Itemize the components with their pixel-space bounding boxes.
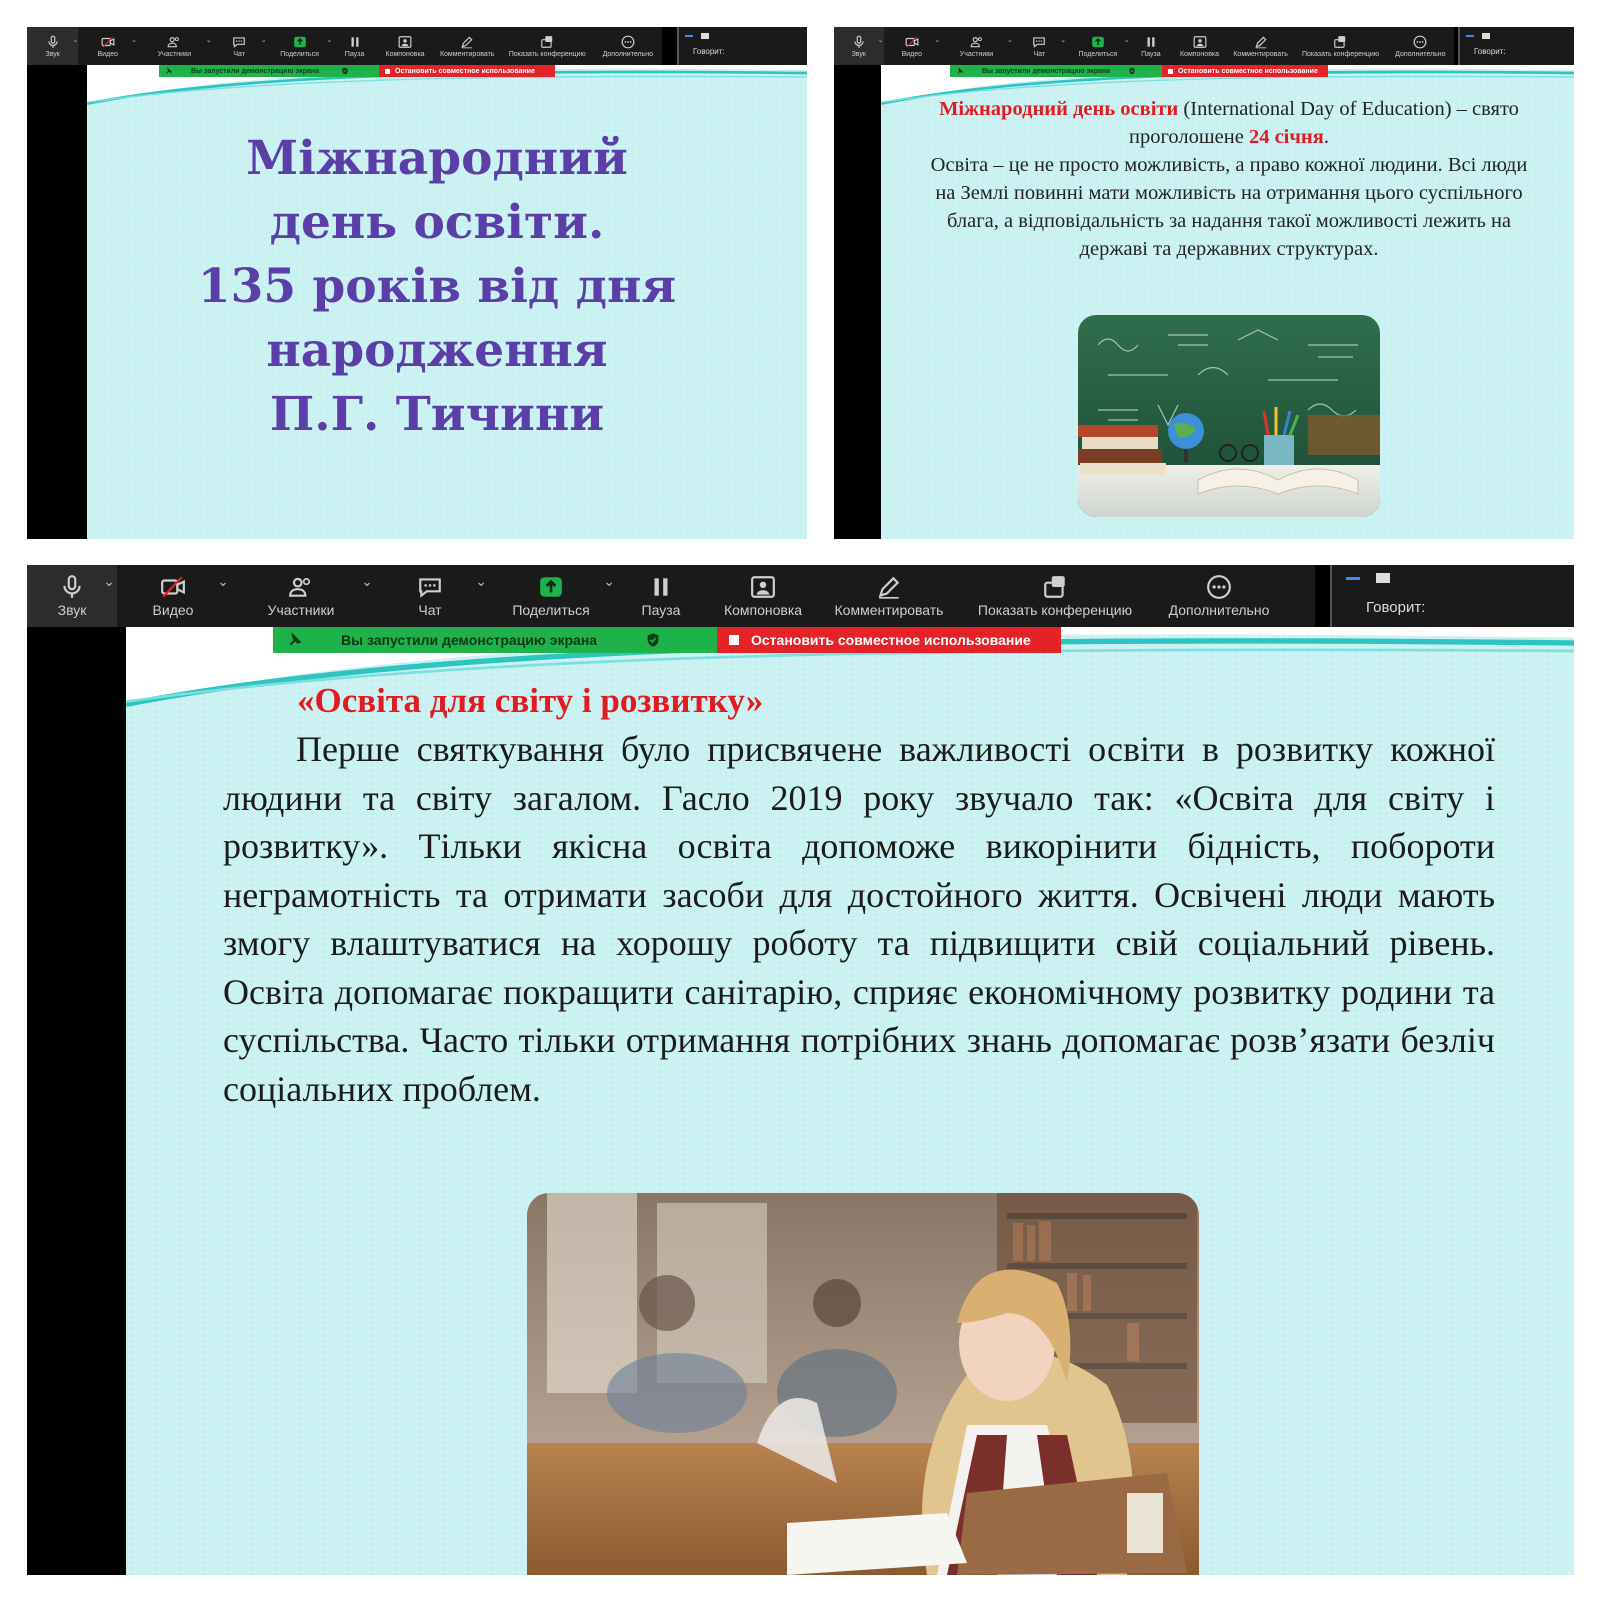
chat-button[interactable]: Чат ⌄ — [1013, 27, 1066, 65]
student-library-illustration — [527, 1193, 1199, 1575]
zoom-toolbar — [27, 565, 1315, 627]
window-icon[interactable] — [1376, 573, 1390, 583]
more-icon — [621, 35, 635, 49]
video-button[interactable]: Видео ⌄ — [884, 27, 941, 65]
layout-icon — [398, 35, 412, 49]
pause-icon — [348, 35, 362, 49]
shield-icon — [645, 632, 661, 648]
more-icon — [1413, 35, 1427, 49]
chat-button[interactable]: Чат ⌄ — [212, 27, 267, 65]
more-icon — [1206, 574, 1232, 600]
chevron-down-icon[interactable]: ⌄ — [260, 37, 267, 44]
chevron-down-icon[interactable]: ⌄ — [217, 573, 229, 589]
speaker-label: Говорит: — [693, 47, 725, 56]
participants-button[interactable]: Участники ⌄ — [940, 27, 1013, 65]
chevron-down-icon[interactable]: ⌄ — [361, 573, 373, 589]
share-banner — [159, 65, 555, 77]
layout-button[interactable]: Компоновка — [377, 27, 434, 65]
participants-icon — [970, 35, 984, 49]
chevron-down-icon[interactable]: ⌄ — [205, 37, 212, 44]
slide-paragraph: Перше святкування було присвячене важливості освіти в розвитку кожної людини та світу загалом. Гасло 2019 року звучало так: «Освіта для світу і розвитку». Тільки якісна освіта допоможе викорінити бідність, побороти неграмотність та отримати засоби для достойного життя. Освічені люди мають змогу влаштуватися на хорошу роботу та підвищити свій соціальний рівень. Освіта допомагає покращити санітарію, сприяє економічному розвитку родини та суспільства. Часто тільки отримання потрібних знань допомагає розв’язати безліч соціальних проблем. — [223, 729, 1495, 1109]
screenshot-panel-title-slide — [27, 27, 807, 539]
share-started-notice[interactable]: Вы запустили демонстрацию экрана — [159, 65, 379, 77]
annotate-pencil-icon — [876, 574, 902, 600]
show-meeting-icon — [1333, 35, 1347, 49]
chevron-down-icon[interactable]: ⌄ — [603, 573, 615, 589]
video-off-icon — [905, 35, 919, 49]
layout-icon — [1193, 35, 1207, 49]
video-off-icon — [101, 35, 115, 49]
speaker-label: Говорит: — [1474, 47, 1506, 56]
video-button[interactable]: Видео ⌄ — [78, 27, 137, 65]
pause-share-button[interactable]: Пауза — [1130, 27, 1172, 65]
stop-square-icon — [385, 69, 390, 74]
microphone-icon — [46, 35, 60, 49]
participants-button[interactable]: Участники ⌄ — [267, 573, 373, 618]
share-button[interactable]: Поделиться ⌄ — [512, 573, 615, 618]
stop-square-icon — [1168, 69, 1173, 74]
chat-icon — [1032, 35, 1046, 49]
speaker-panel — [1330, 565, 1574, 627]
share-started-notice[interactable]: Вы запустили демонстрацию экрана — [950, 65, 1162, 77]
more-button[interactable]: Дополнительно — [1387, 27, 1454, 65]
layout-icon — [750, 574, 776, 600]
microphone-icon — [59, 574, 85, 600]
chevron-down-icon[interactable]: ⌄ — [877, 37, 884, 44]
share-button[interactable]: Поделиться ⌄ — [1066, 27, 1130, 65]
student-photo — [527, 1193, 1199, 1575]
annotate-button[interactable]: Комментировать — [433, 27, 501, 65]
annotate-button[interactable]: Комментировать — [819, 565, 959, 627]
participants-button[interactable]: Участники ⌄ — [137, 27, 212, 65]
chat-icon — [232, 35, 246, 49]
pause-icon — [648, 574, 674, 600]
share-started-notice[interactable]: Вы запустили демонстрацию экрана — [273, 627, 717, 653]
pause-share-button[interactable]: Пауза — [332, 27, 376, 65]
show-meeting-icon — [1042, 574, 1068, 600]
stop-square-icon — [729, 635, 739, 645]
slide-title: Міжнародний день освіти. 135 років від дня народження П.Г. Тичини — [197, 131, 677, 442]
microphone-icon — [852, 35, 866, 49]
audio-button[interactable]: Звук ⌄ — [27, 565, 117, 627]
minimize-icon[interactable] — [1346, 577, 1360, 580]
chalkboard-books-illustration — [1078, 315, 1380, 517]
layout-button[interactable]: Компоновка — [707, 565, 819, 627]
education-photo — [1078, 315, 1380, 517]
video-button[interactable]: Видео ⌄ — [152, 573, 229, 618]
screenshot-panel-info-slide — [834, 27, 1574, 539]
shield-icon — [341, 67, 349, 75]
speaker-label: Говорит: — [1366, 599, 1426, 616]
pause-share-button[interactable]: Пауза — [615, 565, 707, 627]
share-screen-icon — [293, 35, 307, 49]
window-icon[interactable] — [1482, 33, 1490, 39]
window-icon[interactable] — [701, 33, 709, 39]
annotate-pencil-icon — [1254, 35, 1268, 49]
chevron-down-icon[interactable]: ⌄ — [103, 573, 115, 589]
stop-share-button[interactable]: Остановить совместное использование — [717, 627, 1061, 653]
video-off-icon — [160, 574, 186, 600]
show-meeting-button[interactable]: Показать конференцию — [959, 565, 1151, 627]
participants-icon — [288, 574, 314, 600]
minimize-icon[interactable] — [685, 35, 693, 37]
chevron-down-icon[interactable]: ⌄ — [1060, 37, 1066, 44]
share-banner — [950, 65, 1328, 77]
slide-intro: Міжнародний день освіти (International Day of Education) – свято проголошене 24 січня. — [939, 98, 1519, 148]
chevron-down-icon[interactable]: ⌄ — [475, 573, 487, 589]
chat-icon — [417, 574, 443, 600]
share-screen-icon — [538, 574, 564, 600]
pin-icon — [165, 67, 173, 75]
audio-button[interactable]: Звук ⌄ — [27, 27, 78, 65]
share-screen-icon — [1091, 35, 1105, 49]
annotate-pencil-icon — [460, 35, 474, 49]
chevron-down-icon[interactable]: ⌄ — [326, 37, 333, 44]
pin-icon — [287, 632, 303, 648]
audio-button[interactable]: Звук ⌄ — [834, 27, 884, 65]
stop-share-button[interactable]: Остановить совместное использование — [379, 65, 555, 77]
chevron-down-icon[interactable]: ⌄ — [1006, 37, 1013, 44]
chevron-down-icon[interactable]: ⌄ — [934, 37, 941, 44]
chevron-down-icon[interactable]: ⌄ — [72, 37, 79, 44]
share-button[interactable]: Поделиться ⌄ — [267, 27, 333, 65]
pause-icon — [1144, 35, 1158, 49]
chevron-down-icon[interactable]: ⌄ — [131, 37, 137, 44]
show-meeting-button[interactable]: Показать конференцию — [501, 27, 594, 65]
zoom-toolbar — [27, 27, 662, 65]
more-button[interactable]: Дополнительно — [594, 27, 662, 65]
shield-icon — [1128, 67, 1136, 75]
show-meeting-button[interactable]: Показать конференцию — [1294, 27, 1386, 65]
stop-share-button[interactable]: Остановить совместное использование — [1162, 65, 1328, 77]
speaker-panel — [677, 27, 807, 65]
more-button[interactable]: Дополнительно — [1151, 565, 1287, 627]
slide-text-block — [924, 95, 1534, 263]
chevron-down-icon[interactable]: ⌄ — [1123, 37, 1130, 44]
annotate-button[interactable]: Комментировать — [1227, 27, 1294, 65]
minimize-icon[interactable] — [1466, 35, 1474, 37]
layout-button[interactable]: Компоновка — [1172, 27, 1227, 65]
share-banner — [273, 627, 1061, 653]
speaker-panel — [1458, 27, 1574, 65]
chat-button[interactable]: Чат ⌄ — [418, 573, 487, 618]
slide-heading: «Освіта для світу і розвитку» — [297, 681, 764, 720]
zoom-toolbar — [834, 27, 1454, 65]
participants-icon — [167, 35, 181, 49]
pin-icon — [956, 67, 964, 75]
slide-paragraph: Освіта – це не просто можливість, а право кожної людини. Всі люди на Землі повинні мати можливість на отримання цього суспільного блага, а відповідальність за надання такої можливості лежить на державі та державних структурах. — [930, 154, 1528, 260]
show-meeting-icon — [540, 35, 554, 49]
screenshot-panel-content-slide — [27, 565, 1574, 1575]
